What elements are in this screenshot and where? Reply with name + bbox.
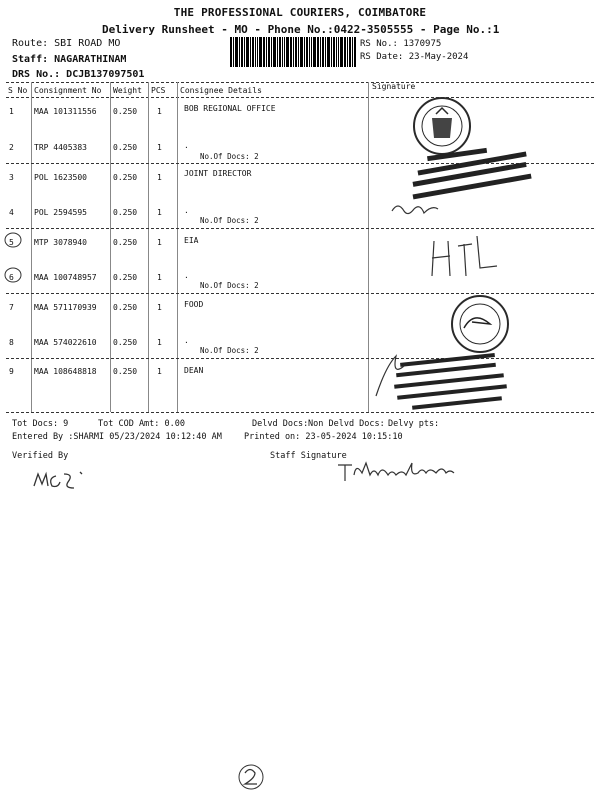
row-docs-count: No.Of Docs: 2	[200, 346, 259, 355]
row-consignment: MAA 100748957	[34, 273, 97, 282]
row-sno: 9	[9, 367, 14, 376]
row-weight: 0.250	[113, 107, 138, 116]
col-divider	[177, 82, 178, 412]
verified-by-label: Verified By	[12, 451, 69, 461]
row-pcs: 1	[157, 273, 162, 282]
drs-number: DRS No.: DCJB137097501	[12, 69, 145, 80]
row-pcs: 1	[157, 208, 162, 217]
row-consignment: MAA 571170939	[34, 303, 97, 312]
col-pcs-header: PCS	[151, 86, 166, 95]
row-consignee: .	[184, 336, 189, 345]
row-weight: 0.250	[113, 208, 138, 217]
row-sno: 3	[9, 173, 14, 182]
col-signature-header: Signature	[372, 82, 416, 91]
staff-signature-icon	[336, 459, 466, 485]
row-pcs: 1	[157, 238, 162, 247]
row-consignee: .	[184, 141, 189, 150]
tamil-stamp-icon	[394, 353, 507, 410]
row-pcs: 1	[157, 173, 162, 182]
non-delivered-docs: Non Delvd Docs:	[308, 419, 385, 429]
col-consignee-header: Consignee Details	[180, 86, 262, 95]
row-consignee: JOINT DIRECTOR	[184, 169, 252, 178]
rs-number: RS No.: 1370975	[360, 39, 442, 49]
runsheet-subtitle: Delivery Runsheet - MO - Phone No.:0422-3505555 - Page No.:1	[102, 23, 500, 36]
col-sno-header: S No	[8, 86, 28, 95]
row-sno: 8	[9, 338, 14, 347]
row-weight: 0.250	[113, 338, 138, 347]
row-weight: 0.250	[113, 367, 138, 376]
row-docs-count: No.Of Docs: 2	[200, 281, 259, 290]
row-consignment: MTP 3078940	[34, 238, 87, 247]
staff-signature-label: Staff Signature	[270, 451, 347, 461]
row-sno: 6	[9, 273, 14, 282]
row-pcs: 1	[157, 303, 162, 312]
entered-by: Entered By :SHARMI 05/23/2024 10:12:40 AM	[12, 432, 222, 442]
row-consignee: .	[184, 271, 189, 280]
company-title: THE PROFESSIONAL COURIERS, COIMBATORE	[173, 6, 427, 19]
row-consignee: DEAN	[184, 366, 204, 375]
rs-date: RS Date: 23-May-2024	[360, 52, 469, 62]
row-consignee: BOB REGIONAL OFFICE	[184, 104, 276, 113]
row-consignment: POL 1623500	[34, 173, 87, 182]
tamil-stamp-icon	[413, 148, 532, 200]
row-sno: 4	[9, 208, 14, 217]
row-consignment: MAA 108648818	[34, 367, 97, 376]
round-stamp-icon	[452, 296, 508, 352]
row-docs-count: No.Of Docs: 2	[200, 216, 259, 225]
circle-mark-icon	[2, 228, 32, 288]
page-mark-icon	[236, 762, 266, 792]
row-pcs: 1	[157, 143, 162, 152]
row-weight: 0.250	[113, 303, 138, 312]
staff-label: Staff: NAGARATHINAM	[12, 54, 127, 65]
col-consignment-header: Consignment No	[34, 86, 102, 95]
row-weight: 0.250	[113, 143, 138, 152]
row-weight: 0.250	[113, 173, 138, 182]
row-consignment: MAA 574022610	[34, 338, 97, 347]
col-divider	[110, 82, 111, 412]
row-pcs: 1	[157, 338, 162, 347]
total-docs: Tot Docs: 9	[12, 419, 69, 429]
verified-signature-icon	[30, 466, 110, 492]
row-sno: 7	[9, 303, 14, 312]
col-weight-header: Weight	[113, 86, 142, 95]
row-pcs: 1	[157, 107, 162, 116]
round-stamp-icon	[414, 98, 470, 154]
barcode-icon	[230, 37, 356, 67]
row-weight: 0.250	[113, 273, 138, 282]
printed-on: Printed on: 23-05-2024 10:15:10	[244, 432, 403, 442]
row-sno: 2	[9, 143, 14, 152]
row-consignment: POL 2594595	[34, 208, 87, 217]
delivered-docs: Delvd Docs:	[252, 419, 309, 429]
col-divider	[148, 82, 149, 412]
row-sno: 1	[9, 107, 14, 116]
row-consignment: TRP 4405383	[34, 143, 87, 152]
header-top-rule	[6, 82, 594, 83]
row-consignee: EIA	[184, 236, 199, 245]
row-weight: 0.250	[113, 238, 138, 247]
row-pcs: 1	[157, 367, 162, 376]
total-cod-amount: Tot COD Amt: 0.00	[98, 419, 185, 429]
row-sno: 5	[9, 238, 14, 247]
row-consignment: MAA 101311556	[34, 107, 97, 116]
delivery-points: Delvy pts:	[388, 419, 440, 429]
row-consignee: .	[184, 206, 189, 215]
row-docs-count: No.Of Docs: 2	[200, 152, 259, 161]
row-consignee: FOOD	[184, 300, 204, 309]
route-label: Route: SBI ROAD MO	[12, 38, 121, 49]
col-divider	[368, 82, 369, 412]
signature-stamps	[372, 96, 542, 414]
